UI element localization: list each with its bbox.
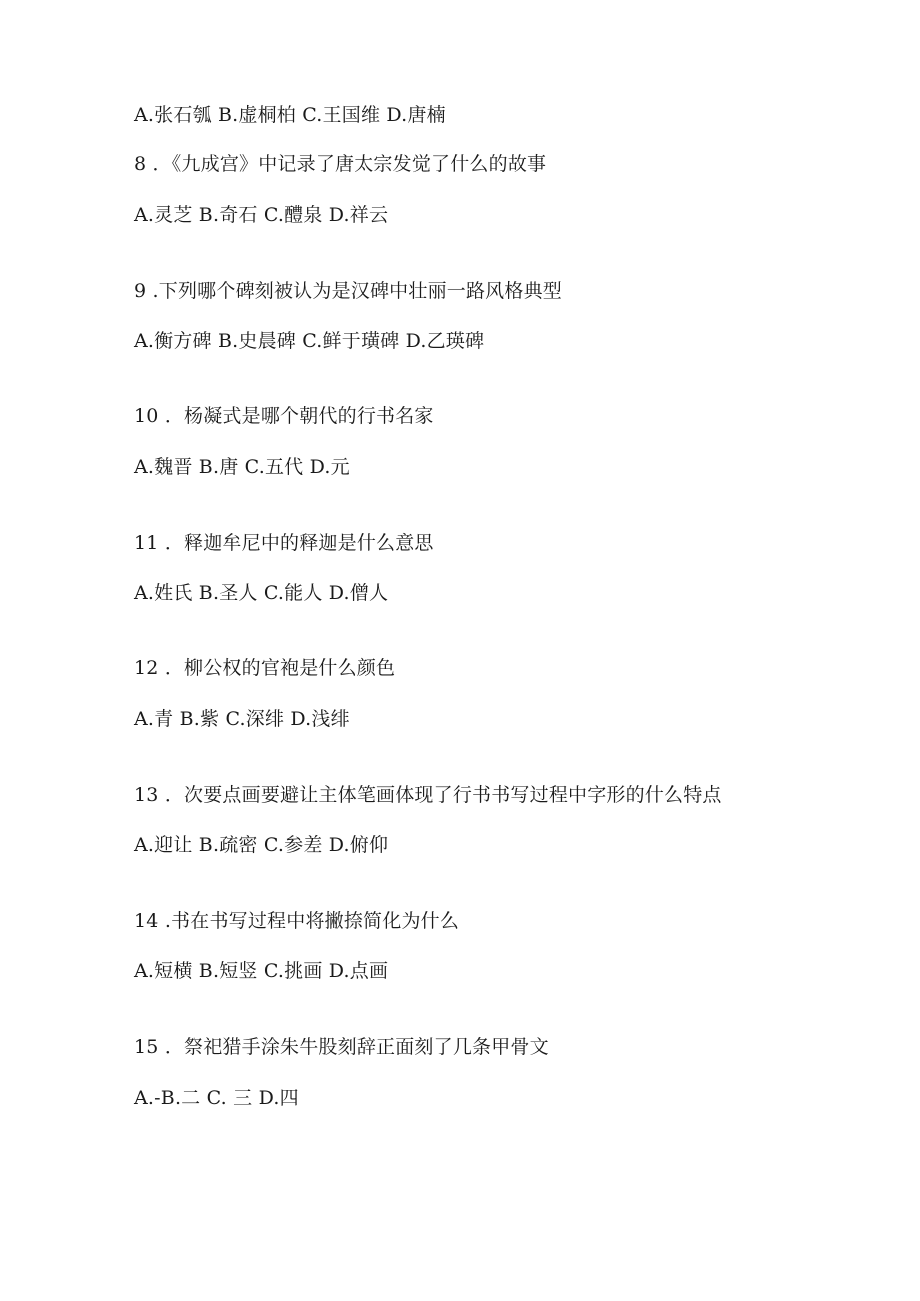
answer-options-15: A.-B.二 C. 三 D.四 — [134, 1087, 299, 1109]
answer-options-14: A.短横 B.短竖 C.挑画 D.点画 — [134, 960, 389, 982]
answer-options-11: A.姓氏 B.圣人 C.能人 D.僧人 — [134, 582, 389, 604]
question-13: 13 ．次要点画要避让主体笔画体现了行书书写过程中字形的什么特点 — [134, 784, 722, 806]
answer-options-10: A.魏晋 B.唐 C.五代 D.元 — [134, 456, 350, 478]
question-14: 14 .书在书写过程中将撇捺简化为什么 — [134, 910, 460, 932]
answer-options-7: A.张石瓠 B.虚桐柏 C.王国维 D.唐楠 — [134, 104, 446, 126]
answer-options-8: A.灵芝 B.奇石 C.醴泉 D.祥云 — [134, 204, 389, 226]
question-9: 9 .下列哪个碑刻被认为是汉碑中壮丽一路风格典型 — [134, 280, 562, 302]
question-11: 11 ．释迦牟尼中的释迦是什么意思 — [134, 532, 434, 554]
question-12: 12 ．柳公权的官袍是什么颜色 — [134, 657, 396, 679]
answer-options-12: A.青 B.紫 C.深绯 D.浅绯 — [134, 708, 350, 730]
question-10: 10 ．杨凝式是哪个朝代的行书名家 — [134, 405, 434, 427]
question-8: 8 ．《九成宫》中记录了唐太宗发觉了什么的故事 — [134, 153, 547, 175]
answer-options-13: A.迎让 B.疏密 C.参差 D.俯仰 — [134, 834, 389, 856]
question-15: 15 ．祭祀猎手涂朱牛股刻辞正面刻了几条甲骨文 — [134, 1036, 549, 1058]
answer-options-9: A.衡方碑 B.史晨碑 C.鲜于璜碑 D.乙瑛碑 — [134, 330, 485, 352]
